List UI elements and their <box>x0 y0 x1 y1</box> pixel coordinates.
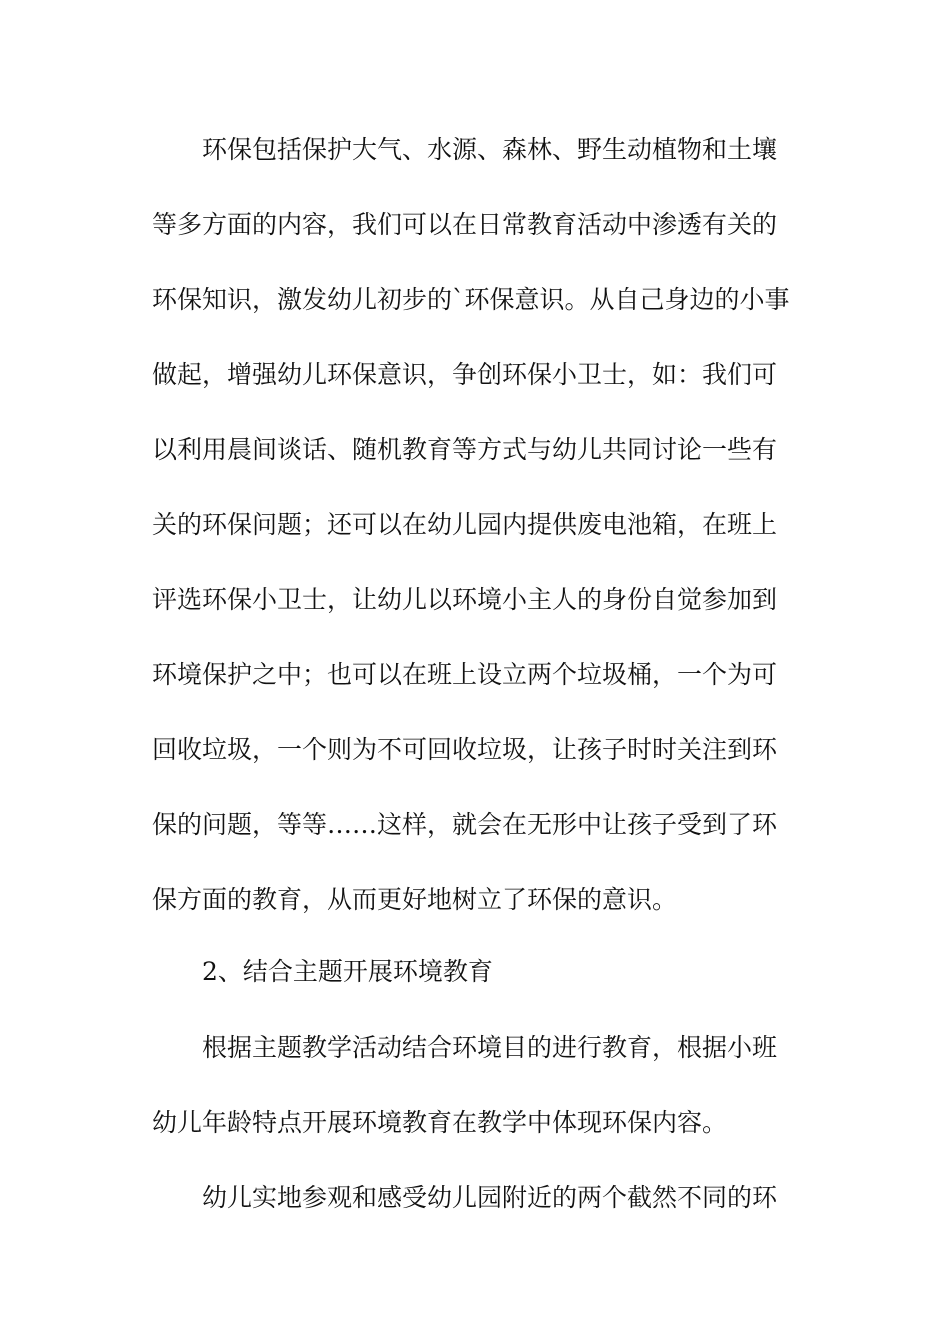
paragraph-line: 等多方面的内容，我们可以在日常教育活动中渗透有关的 <box>152 210 778 239</box>
paragraph-line: 环境保护之中；也可以在班上设立两个垃圾桶，一个为可 <box>152 660 778 689</box>
paragraph-line: 关的环保问题；还可以在幼儿园内提供废电池箱，在班上 <box>152 510 778 539</box>
paragraph-line: 环保包括保护大气、水源、森林、野生动植物和土壤 <box>152 135 778 164</box>
paragraph-line: 做起，增强幼儿环保意识，争创环保小卫士，如：我们可 <box>152 360 778 389</box>
paragraph-line: 以利用晨间谈话、随机教育等方式与幼儿共同讨论一些有 <box>152 435 778 464</box>
paragraph-line: 回收垃圾，一个则为不可回收垃圾，让孩子时时关注到环 <box>152 735 778 764</box>
paragraph-line: 保的问题，等等……这样，就会在无形中让孩子受到了环 <box>152 810 778 839</box>
paragraph-line: 评选环保小卫士，让幼儿以环境小主人的身份自觉参加到 <box>152 585 778 614</box>
paragraph-line: 保方面的教育，从而更好地树立了环保的意识。 <box>152 885 678 914</box>
paragraph-line: 幼儿年龄特点开展环境教育在教学中体现环保内容。 <box>152 1108 728 1137</box>
section-heading: 2、结合主题开展环境教育 <box>152 957 493 986</box>
paragraph-line: 根据主题教学活动结合环境目的进行教育，根据小班 <box>152 1033 778 1062</box>
paragraph-line: 环保知识，激发幼儿初步的`环保意识。从自己身边的小事 <box>152 285 790 314</box>
paragraph-line: 幼儿实地参观和感受幼儿园附近的两个截然不同的环 <box>152 1183 778 1212</box>
